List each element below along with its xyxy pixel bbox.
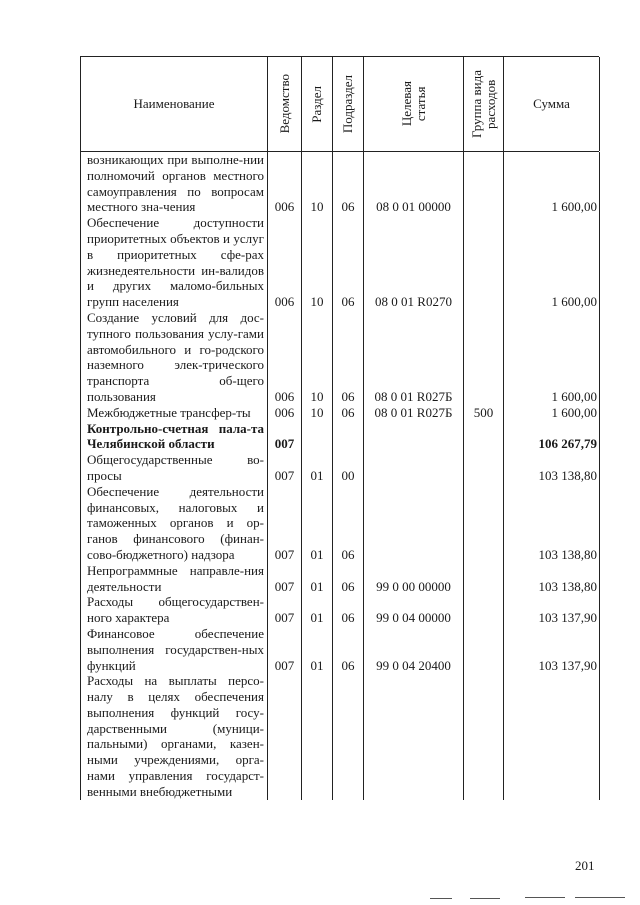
row-section: 01 (302, 594, 333, 626)
row-article: 99 0 04 20400 (364, 626, 464, 673)
header-section: Раздел (302, 57, 333, 151)
row-sum: 106 267,79 (504, 421, 600, 453)
table-row (81, 563, 599, 595)
header-target-article: Целевая статья (364, 57, 464, 151)
row-dept: 007 (268, 563, 302, 595)
row-article (364, 452, 464, 484)
row-name: Обеспечение деятельности финансовых, налоговых и таможенных органов и ор-ганов финансового (финан-сово-бюджетного) надзора (81, 484, 268, 563)
row-subsection: 06 (333, 215, 364, 310)
table-row (81, 310, 599, 405)
row-subsection: 06 (333, 484, 364, 563)
table-row (81, 484, 599, 563)
row-name: Обеспечение доступности приоритетных объектов и услуг в приоритетных сфе-рах жизнедеятельности ин-валидов и других маломо-бильных групп населения (81, 215, 268, 310)
table-row (81, 152, 599, 215)
row-section: 01 (302, 626, 333, 673)
table-body (80, 152, 599, 800)
row-dept: 007 (268, 594, 302, 626)
row-dept: 007 (268, 421, 302, 453)
row-section: 01 (302, 484, 333, 563)
table-row-organization (81, 421, 599, 453)
row-article (364, 421, 464, 453)
row-sum: 103 137,90 (504, 594, 600, 626)
row-subsection: 06 (333, 563, 364, 595)
row-article (364, 484, 464, 563)
header-sum: Сумма (504, 57, 600, 151)
row-group (464, 310, 504, 405)
row-article: 99 0 04 00000 (364, 594, 464, 626)
row-sum: 103 138,80 (504, 484, 600, 563)
row-sum: 1 600,00 (504, 215, 600, 310)
row-section: 10 (302, 310, 333, 405)
row-subsection (333, 421, 364, 453)
row-name: Контрольно-счетная пала-та Челябинской области (81, 421, 268, 453)
row-group (464, 563, 504, 595)
row-name: возникающих при выполне-нии полномочий органов местного самоуправления по вопросам местного зна-чения (81, 152, 268, 215)
row-article: 99 0 00 00000 (364, 563, 464, 595)
row-name: Создание условий для дос-тупного пользования услу-гами автомобильного и го-родского наземного элек-трического транспорта об-щего пользования (81, 310, 268, 405)
header-expense-group: Группа вида расходов (464, 57, 504, 151)
row-name: Расходы на выплаты персо-налу в целях обеспечения выполнения функций госу-дарственными (муници-пальными) органами, казен-ными учреждениями, орга-нами управления государст-венными внебюджетными (81, 673, 268, 799)
page-number: 201 (575, 858, 595, 873)
row-sum (504, 673, 600, 799)
budget-table (80, 56, 599, 800)
header-department: Ведомство (268, 57, 302, 151)
row-subsection: 06 (333, 152, 364, 215)
row-section (302, 421, 333, 453)
table-row (81, 626, 599, 673)
row-dept: 007 (268, 452, 302, 484)
header-subsection: Подраздел (333, 57, 364, 151)
row-dept: 006 (268, 152, 302, 215)
table-header (80, 56, 599, 152)
row-section (302, 673, 333, 799)
row-article: 08 0 01 R027Б (364, 405, 464, 421)
row-group (464, 673, 504, 799)
row-sum: 1 600,00 (504, 310, 600, 405)
row-subsection (333, 673, 364, 799)
row-subsection: 06 (333, 626, 364, 673)
row-dept (268, 673, 302, 799)
row-name: Расходы общегосударствен-ного характера (81, 594, 268, 626)
row-name: Межбюджетные трансфер-ты (81, 405, 268, 421)
row-group (464, 421, 504, 453)
row-section: 10 (302, 152, 333, 215)
row-group (464, 452, 504, 484)
table-row (81, 215, 599, 310)
scan-artifact (525, 897, 565, 898)
row-subsection: 06 (333, 594, 364, 626)
row-subsection: 00 (333, 452, 364, 484)
row-group (464, 626, 504, 673)
row-article: 08 0 01 R027Б (364, 310, 464, 405)
row-group (464, 594, 504, 626)
table-row (81, 452, 599, 484)
row-article (364, 673, 464, 799)
row-sum: 1 600,00 (504, 405, 600, 421)
row-article: 08 0 01 R0270 (364, 215, 464, 310)
row-group (464, 484, 504, 563)
row-dept: 006 (268, 405, 302, 421)
row-name: Общегосударственные во-просы (81, 452, 268, 484)
table-row (81, 673, 599, 799)
scan-artifact (470, 898, 500, 899)
table-row (81, 405, 599, 421)
row-sum: 103 138,80 (504, 452, 600, 484)
row-subsection: 06 (333, 310, 364, 405)
row-dept: 007 (268, 626, 302, 673)
row-sum: 103 138,80 (504, 563, 600, 595)
row-sum: 1 600,00 (504, 152, 600, 215)
row-article: 08 0 01 00000 (364, 152, 464, 215)
row-section: 10 (302, 405, 333, 421)
row-section: 10 (302, 215, 333, 310)
row-dept: 006 (268, 310, 302, 405)
row-section: 01 (302, 563, 333, 595)
scan-artifact (430, 898, 452, 899)
row-group (464, 152, 504, 215)
row-name: Финансовое обеспечение выполнения государствен-ных функций (81, 626, 268, 673)
row-dept: 007 (268, 484, 302, 563)
row-dept: 006 (268, 215, 302, 310)
header-name: Наименование (81, 57, 268, 151)
row-group: 500 (464, 405, 504, 421)
scan-artifact (575, 897, 625, 898)
row-sum: 103 137,90 (504, 626, 600, 673)
row-group (464, 215, 504, 310)
row-name: Непрограммные направле-ния деятельности (81, 563, 268, 595)
row-subsection: 06 (333, 405, 364, 421)
table-row (81, 594, 599, 626)
row-section: 01 (302, 452, 333, 484)
